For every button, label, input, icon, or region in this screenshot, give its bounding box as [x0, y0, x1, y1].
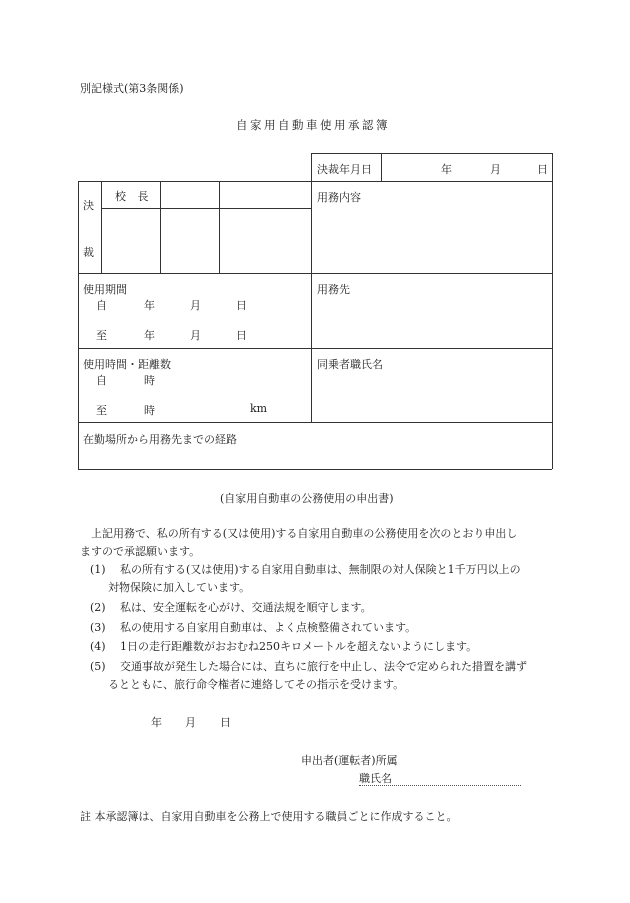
distance-unit: km — [250, 402, 268, 415]
principal-seal-cell[interactable] — [102, 209, 159, 272]
decision-date-month: 月 — [490, 163, 501, 176]
period-from-month: 月 — [190, 299, 201, 312]
time-to-label: 至 — [96, 404, 107, 417]
time-from-hour: 時 — [144, 374, 155, 387]
page-title: 自家用自動車使用承認簿 — [236, 118, 390, 132]
pledge-1-text: 私の所有する(又は使用)する自家用自動車は、無制限の対人保険と1千万円以上の — [120, 563, 521, 576]
pledge-4-text: 1日の走行距離数がおおむね250キロメートルを超えないようにします。 — [120, 640, 478, 653]
pledge-1-number: (1) — [90, 563, 106, 576]
kessai-label-bottom: 裁 — [83, 246, 94, 259]
period-to-year: 年 — [144, 329, 155, 342]
pledge-4-number: (4) — [90, 640, 106, 653]
destination-label: 用務先 — [317, 283, 350, 296]
period-to-label: 至 — [96, 329, 107, 342]
pledge-5-text: 交通事故が発生した場合には、直ちに旅行を中止し、法令で定められた措置を講ず — [120, 660, 527, 673]
period-to-month: 月 — [190, 329, 201, 342]
decision-date-day: 日 — [537, 163, 548, 176]
approver-seal-cell-3[interactable] — [220, 209, 310, 272]
application-heading: (自家用自動車の公務使用の申出書) — [220, 492, 394, 505]
pledge-3-text: 私の使用する自家用自動車は、よく点検整備されています。 — [120, 621, 417, 634]
pledge-3-number: (3) — [90, 621, 106, 634]
decision-date-label: 決裁年月日 — [317, 163, 372, 176]
pledge-5-text-cont: るとともに、旅行命令権者に連絡してその指示を受けます。 — [108, 678, 405, 691]
period-to-day: 日 — [236, 329, 247, 342]
time-from-label: 自 — [96, 374, 107, 387]
kessai-label-top: 決 — [83, 199, 94, 212]
applicant-name-line[interactable] — [359, 785, 521, 786]
applicant-affiliation-label: 申出者(運転者)所属 — [301, 754, 398, 767]
pledge-2-text: 私は、安全運転を心がけ、交通法規を順守します。 — [120, 601, 372, 614]
time-to-hour: 時 — [144, 404, 155, 417]
decision-date-year: 年 — [441, 163, 452, 176]
applicant-name-label: 職氏名 — [359, 772, 392, 785]
application-intro-line2: ますので承認願います。 — [80, 545, 201, 558]
footnote: 註 本承認簿は、自家用自動車を公務上で使用する職員ごとに作成すること。 — [80, 810, 458, 823]
approver-seal-cell-2[interactable] — [161, 209, 218, 272]
application-date-month: 月 — [185, 716, 196, 729]
use-time-label: 使用時間・距離数 — [83, 358, 171, 371]
period-from-day: 日 — [236, 299, 247, 312]
period-from-label: 自 — [96, 299, 107, 312]
period-from-year: 年 — [144, 299, 155, 312]
application-date-day: 日 — [220, 716, 231, 729]
pledge-2-number: (2) — [90, 601, 106, 614]
principal-label: 校 長 — [115, 190, 153, 203]
business-content-label: 用務内容 — [317, 191, 361, 204]
application-date-year: 年 — [151, 716, 162, 729]
form-label: 別記様式(第3条関係) — [80, 82, 184, 95]
pledge-5-number: (5) — [90, 660, 106, 673]
application-intro-line1: 上記用務で、私の所有する(又は使用)する自家用自動車の公務使用を次のとおり申出し — [91, 527, 518, 540]
passengers-label: 同乗者職氏名 — [317, 358, 383, 371]
route-label: 在勤場所から用務先までの経路 — [83, 433, 237, 446]
use-period-label: 使用期間 — [83, 283, 127, 296]
pledge-1-text-cont: 対物保険に加入しています。 — [108, 581, 251, 594]
